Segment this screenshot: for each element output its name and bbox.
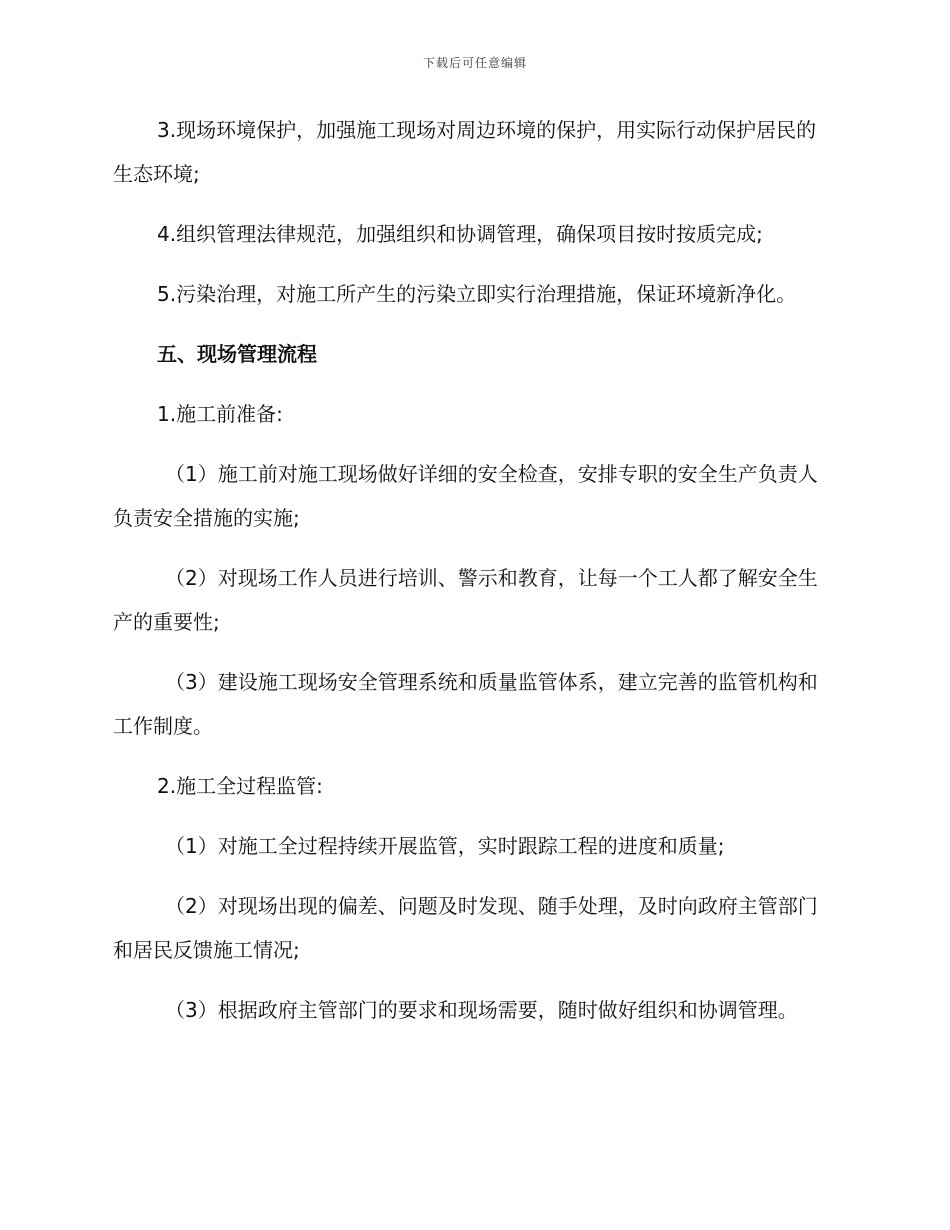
paragraph-organization-management: 4.组织管理法律规范，加强组织和协调管理，确保项目按时按质完成;: [157, 222, 763, 246]
list-item: （2）对现场出现的偏差、问题及时发现、随手处理，及时向政府主管部门和居民反馈施工情况;: [113, 894, 818, 962]
page-header: 下载后可任意编辑: [422, 56, 527, 70]
list-item: （3）建设施工现场安全管理系统和质量监管体系，建立完善的监管机构和工作制度。: [113, 670, 818, 738]
document-body: [113, 108, 828, 1048]
paragraph-pollution-control: 5.污染治理，对施工所产生的污染立即实行治理措施，保证环境新净化。: [157, 282, 797, 306]
list-item: （1）对施工全过程持续开展监管，实时跟踪工程的进度和质量;: [165, 834, 725, 858]
section-heading: 五、现场管理流程: [157, 342, 317, 366]
subheading-preparation: 1.施工前准备:: [157, 402, 283, 426]
list-item: （2）对现场工作人员进行培训、警示和教育，让每一个工人都了解安全生产的重要性;: [113, 566, 818, 634]
paragraph-environment-protection: 3.现场环境保护，加强施工现场对周边环境的保护，用实际行动保护居民的生态环境;: [113, 118, 817, 186]
subheading-supervision: 2.施工全过程监管:: [157, 774, 323, 798]
list-item: （1）施工前对施工现场做好详细的安全检查，安排专职的安全生产负责人负责安全措施的实施;: [113, 462, 818, 530]
list-item: （3）根据政府主管部门的要求和现场需要，随时做好组织和协调管理。: [165, 998, 798, 1022]
